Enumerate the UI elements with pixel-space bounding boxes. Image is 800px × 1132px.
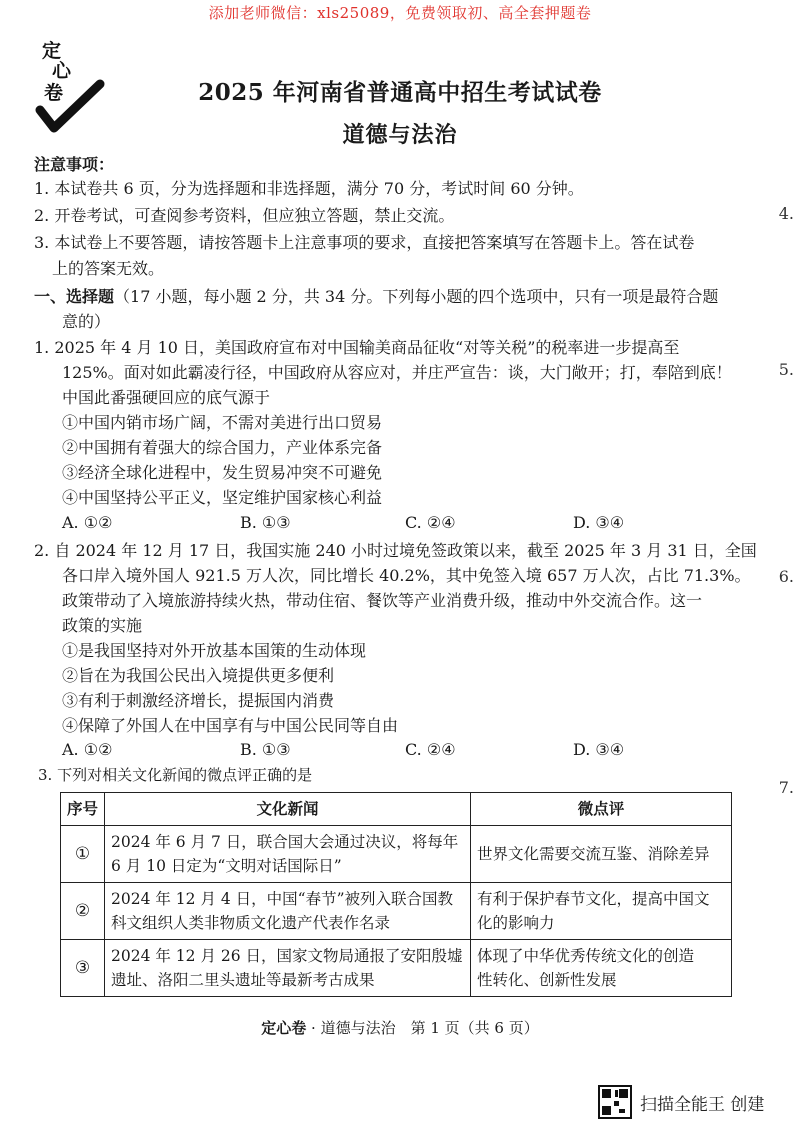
section-instructions-cont: 意的）	[62, 312, 111, 331]
logo-char-3: 卷	[44, 82, 64, 104]
comment-line: 世界文化需要交流互鉴、消除差异	[477, 845, 710, 863]
news-line: 2024 年 12 月 4 日，中国“春节”被列入联合国教	[111, 890, 454, 908]
news-line: 6 月 10 日定为“文明对话国际日”	[111, 857, 342, 875]
news-line: 2024 年 6 月 7 日，联合国大会通过决议，将每年	[111, 833, 459, 851]
row-number: ③	[61, 940, 105, 997]
row-comment	[471, 940, 732, 997]
section-heading	[34, 286, 718, 308]
row-news	[105, 826, 471, 883]
question-1-option-c: C. ②④	[405, 513, 456, 532]
table-row	[61, 883, 732, 940]
margin-number: 6.	[778, 567, 794, 586]
question-1-stem: 1. 2025 年 4 月 10 日，美国政府宣布对中国输美商品征收“对等关税”的税率进一步提高至	[34, 338, 680, 357]
table-row	[61, 940, 732, 997]
row-news	[105, 940, 471, 997]
footer-page-info: · 道德与法治 第 1 页（共 6 页）	[306, 1019, 539, 1037]
row-news	[105, 883, 471, 940]
row-comment	[471, 826, 732, 883]
question-2-statement: ②旨在为我国公民出入境提供更多便利	[62, 666, 335, 685]
exam-subject: 道德与法治	[342, 122, 458, 148]
exam-title: 2025 年河南省普通高中招生考试试卷	[198, 79, 602, 106]
note-item: 1. 本试卷共 6 页，分为选择题和非选择题，满分 70 分，考试时间 60 分钟。	[34, 179, 584, 198]
section-instructions: （17 小题，每小题 2 分，共 34 分。下列每小题的四个选项中，只有一项是最符合题	[114, 287, 719, 306]
table-row	[61, 826, 732, 883]
question-2-statement: ④保障了外国人在中国享有与中国公民同等自由	[62, 716, 399, 735]
section-title: 一、选择题	[34, 287, 115, 306]
row-number: ②	[61, 883, 105, 940]
question-2-statement: ①是我国坚持对外开放基本国策的生动体现	[62, 641, 367, 660]
note-item: 上的答案无效。	[52, 259, 165, 278]
question-1-stem: 中国此番强硬回应的底气源于	[62, 388, 271, 407]
question-1-statement: ④中国坚持公平正义，坚定维护国家核心利益	[62, 488, 383, 507]
notes-heading: 注意事项：	[34, 155, 115, 174]
question-1-option-d: D. ③④	[573, 513, 625, 532]
question-1-statement: ①中国内销市场广阔，不需对美进行出口贸易	[62, 413, 383, 432]
table-header-news: 文化新闻	[105, 793, 471, 826]
question-2-statement: ③有利于刺激经济增长，提振国内消费	[62, 691, 335, 710]
watermark-banner: 添加老师微信：xls25089，免费领取初、高全套押题卷	[208, 4, 592, 22]
page-footer	[0, 1017, 800, 1038]
question-2-stem: 政策带动了入境旅游持续火热，带动住宿、餐饮等产业消费升级，推动中外交流合作。这一	[62, 591, 703, 610]
margin-number: 7.	[778, 778, 794, 797]
qr-code-icon	[598, 1085, 632, 1119]
row-comment	[471, 883, 732, 940]
question-2-option-c: C. ②④	[405, 740, 456, 759]
margin-number: 4.	[778, 204, 794, 223]
note-item: 3. 本试卷上不要答题，请按答题卡上注意事项的要求，直接把答案填写在答题卡上。答在试卷	[34, 233, 695, 252]
question-2-stem: 各口岸入境外国人 921.5 万人次，同比增长 40.2%，其中免签入境 657 万人次，占比 71.3%。	[62, 566, 751, 585]
comment-line: 体现了中华优秀传统文化的创造	[477, 947, 695, 965]
question-2-option-d: D. ③④	[573, 740, 625, 759]
row-number: ①	[61, 826, 105, 883]
margin-number: 5.	[778, 360, 794, 379]
news-line: 2024 年 12 月 26 日，国家文物局通报了安阳殷墟	[111, 947, 463, 965]
question-2-option-b: B. ①③	[240, 740, 291, 759]
question-1-option-a: A. ①②	[62, 513, 113, 532]
table-header-number: 序号	[61, 793, 105, 826]
question-1-stem: 125%。面对如此霸凌行径，中国政府从容应对，并庄严宣告：谈，大门敞开；打，奉陪到底！	[62, 363, 732, 382]
table-header-row	[61, 793, 732, 826]
logo-char-1: 定	[42, 40, 62, 62]
question-1-statement: ③经济全球化进程中，发生贸易冲突不可避免	[62, 463, 383, 482]
culture-news-table	[60, 792, 732, 997]
comment-line: 有利于保护春节文化，提高中国文	[477, 890, 710, 908]
scanner-watermark	[598, 1085, 764, 1119]
question-2-option-a: A. ①②	[62, 740, 113, 759]
table-header-comment: 微点评	[471, 793, 732, 826]
comment-line: 性转化、创新性发展	[477, 971, 617, 989]
logo-char-2: 心	[52, 60, 72, 82]
comment-line: 化的影响力	[477, 914, 555, 932]
footer-brand: 定心卷	[261, 1019, 307, 1037]
question-1-option-b: B. ①③	[240, 513, 291, 532]
note-item: 2. 开卷考试，可查阅参考资料，但应独立答题，禁止交流。	[34, 206, 455, 225]
question-1-statement: ②中国拥有着强大的综合国力，产业体系完备	[62, 438, 383, 457]
news-line: 科文组织人类非物质文化遗产代表作名录	[111, 914, 391, 932]
question-2-stem: 2. 自 2024 年 12 月 17 日，我国实施 240 小时过境免签政策以来，截至 2025 年 3 月 31 日，全国	[34, 541, 757, 560]
news-line: 遗址、洛阳二里头遗址等最新考古成果	[111, 971, 375, 989]
question-2-stem: 政策的实施	[62, 616, 143, 635]
scanner-label: 扫描全能王 创建	[640, 1094, 765, 1115]
question-3-stem: 3. 下列对相关文化新闻的微点评正确的是	[38, 766, 313, 784]
